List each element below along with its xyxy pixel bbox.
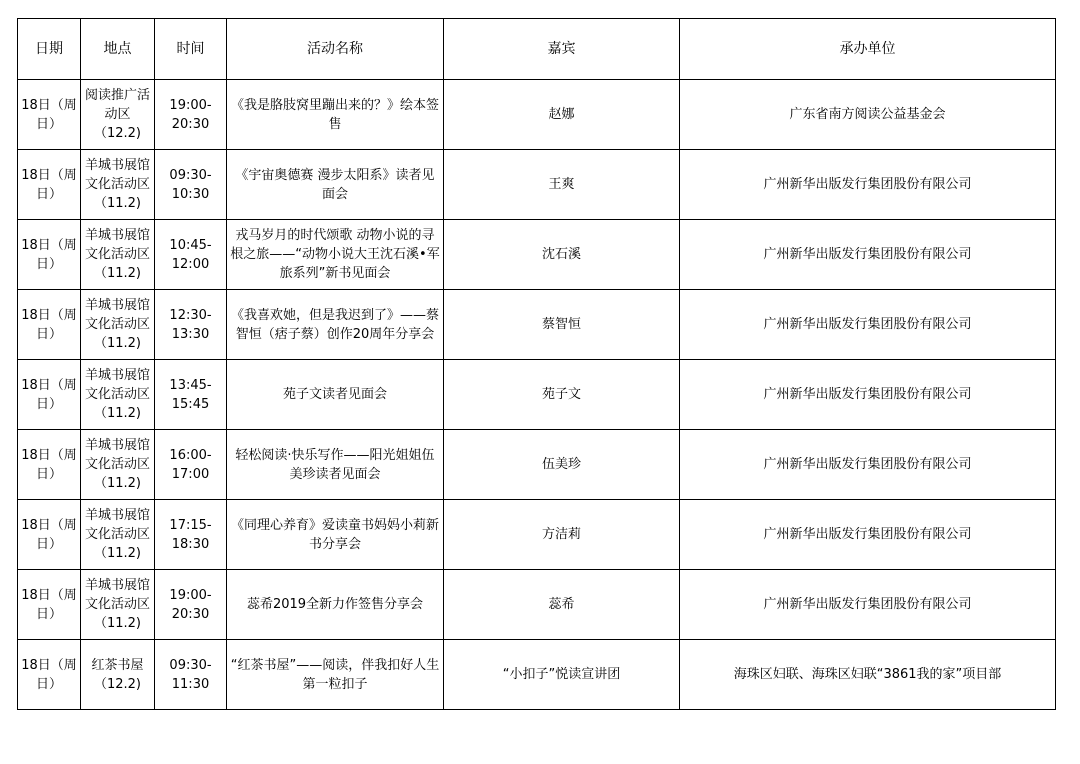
cell-time: 12:30-13:30: [155, 290, 227, 360]
cell-date: 18日（周日）: [18, 570, 81, 640]
cell-time: 17:15-18:30: [155, 500, 227, 570]
cell-organizer: 广东省南方阅读公益基金会: [680, 80, 1056, 150]
table-row: [18, 500, 1056, 570]
cell-time: 09:30-10:30: [155, 150, 227, 220]
table-row: [18, 220, 1056, 290]
cell-activity: “红茶书屋”——阅读，伴我扣好人生第一粒扣子: [227, 640, 444, 710]
schedule-table: [17, 18, 1056, 710]
cell-venue: 阅读推广活动区（12.2): [81, 80, 155, 150]
cell-venue: 羊城书展馆文化活动区（11.2): [81, 150, 155, 220]
cell-organizer: 广州新华出版发行集团股份有限公司: [680, 150, 1056, 220]
cell-activity: 轻松阅读·快乐写作——阳光姐姐伍美珍读者见面会: [227, 430, 444, 500]
cell-organizer: 广州新华出版发行集团股份有限公司: [680, 290, 1056, 360]
cell-activity: 苑子文读者见面会: [227, 360, 444, 430]
cell-venue: 羊城书展馆文化活动区（11.2): [81, 360, 155, 430]
table-row: [18, 570, 1056, 640]
cell-date: 18日（周日）: [18, 430, 81, 500]
cell-time: 13:45-15:45: [155, 360, 227, 430]
cell-guest: 苑子文: [444, 360, 680, 430]
cell-guest: 沈石溪: [444, 220, 680, 290]
cell-venue: 羊城书展馆文化活动区（11.2): [81, 500, 155, 570]
cell-date: 18日（周日）: [18, 500, 81, 570]
table-row: [18, 290, 1056, 360]
cell-time: 10:45-12:00: [155, 220, 227, 290]
cell-activity: 蕊希2019全新力作签售分享会: [227, 570, 444, 640]
cell-date: 18日（周日）: [18, 80, 81, 150]
cell-guest: 蔡智恒: [444, 290, 680, 360]
cell-venue: 羊城书展馆文化活动区（11.2): [81, 220, 155, 290]
cell-venue: 羊城书展馆文化活动区（11.2): [81, 570, 155, 640]
cell-organizer: 广州新华出版发行集团股份有限公司: [680, 500, 1056, 570]
header-time: 时间: [155, 19, 227, 80]
cell-guest: 王爽: [444, 150, 680, 220]
cell-date: 18日（周日）: [18, 220, 81, 290]
cell-activity: 《同理心养育》爱读童书妈妈小莉新书分享会: [227, 500, 444, 570]
header-venue: 地点: [81, 19, 155, 80]
cell-date: 18日（周日）: [18, 290, 81, 360]
cell-organizer: 广州新华出版发行集团股份有限公司: [680, 570, 1056, 640]
cell-guest: 方洁莉: [444, 500, 680, 570]
cell-time: 19:00-20:30: [155, 570, 227, 640]
cell-time: 19:00-20:30: [155, 80, 227, 150]
table-row: [18, 150, 1056, 220]
table-row: [18, 640, 1056, 710]
cell-time: 09:30-11:30: [155, 640, 227, 710]
cell-organizer: 广州新华出版发行集团股份有限公司: [680, 220, 1056, 290]
table-row: [18, 360, 1056, 430]
cell-date: 18日（周日）: [18, 150, 81, 220]
header-date: 日期: [18, 19, 81, 80]
cell-organizer: 广州新华出版发行集团股份有限公司: [680, 360, 1056, 430]
table-row: [18, 430, 1056, 500]
cell-date: 18日（周日）: [18, 360, 81, 430]
header-organizer: 承办单位: [680, 19, 1056, 80]
cell-guest: 蕊希: [444, 570, 680, 640]
header-activity: 活动名称: [227, 19, 444, 80]
cell-venue: 羊城书展馆文化活动区（11.2): [81, 430, 155, 500]
cell-activity: 《我喜欢她，但是我迟到了》——蔡智恒（痞子蔡）创作20周年分享会: [227, 290, 444, 360]
cell-activity: 戎马岁月的时代颂歌 动物小说的寻根之旅——“动物小说大王沈石溪•军旅系列”新书见面会: [227, 220, 444, 290]
cell-venue: 红茶书屋（12.2): [81, 640, 155, 710]
cell-organizer: 广州新华出版发行集团股份有限公司: [680, 430, 1056, 500]
cell-organizer: 海珠区妇联、海珠区妇联“3861我的家”项目部: [680, 640, 1056, 710]
cell-venue: 羊城书展馆文化活动区（11.2): [81, 290, 155, 360]
cell-guest: “小扣子”悦读宣讲团: [444, 640, 680, 710]
cell-time: 16:00-17:00: [155, 430, 227, 500]
cell-activity: 《宇宙奥德赛 漫步太阳系》读者见面会: [227, 150, 444, 220]
table-row: [18, 80, 1056, 150]
header-guest: 嘉宾: [444, 19, 680, 80]
cell-date: 18日（周日）: [18, 640, 81, 710]
header-row: [18, 19, 1056, 80]
cell-activity: 《我是胳肢窝里蹦出来的？》绘本签售: [227, 80, 444, 150]
cell-guest: 伍美珍: [444, 430, 680, 500]
cell-guest: 赵娜: [444, 80, 680, 150]
